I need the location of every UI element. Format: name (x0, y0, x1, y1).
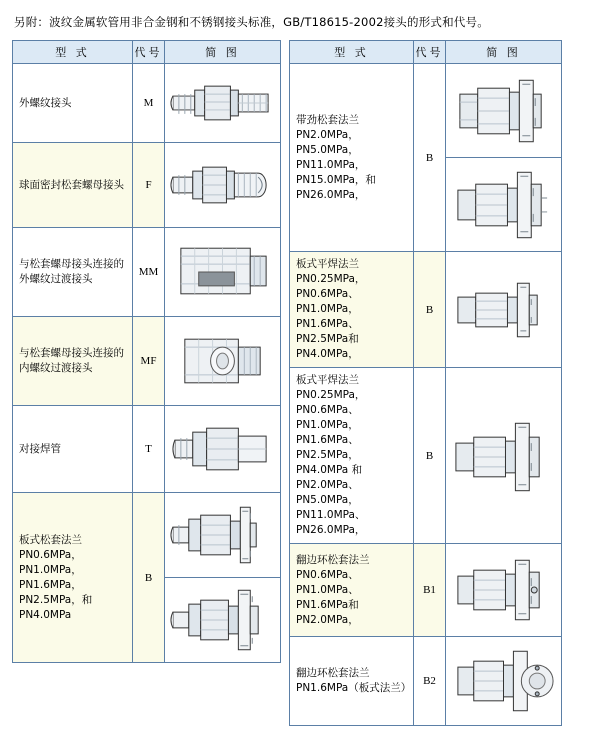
row-figure-cell (165, 228, 281, 317)
row-figure-cell (446, 158, 562, 252)
row-type-cell (13, 228, 133, 317)
left-spec-table (12, 40, 281, 663)
page-title: 另附：波纹金属软管用非合金钢和不锈钢接头标准，GB/T18615-2002接头的形式和代号。 (14, 15, 489, 29)
butt-weld-pipe-diagram (165, 406, 280, 492)
row-type-label: 翻边环松套法兰 PN1.6MPa（板式法兰） (296, 667, 412, 694)
row-type-cell (13, 493, 133, 663)
row-code-cell: B1 (414, 544, 446, 637)
ribbed-loose-flange-diagram-2 (446, 158, 561, 251)
plate-flat-welding-flange-diagram (446, 271, 561, 349)
internal-thread-transition-fitting-diagram (165, 317, 280, 405)
row-figure-cell (165, 317, 281, 406)
row-type-label: 球面密封松套螺母接头 (13, 173, 132, 198)
row-figure-cell (446, 544, 562, 637)
row-type-cell (13, 64, 133, 143)
column-header-type: 型 式 (13, 41, 133, 64)
row-figure-cell (165, 493, 281, 578)
row-type-label: 与松套螺母接头连接的内螺纹过渡接头 (13, 341, 132, 381)
row-type-label: 板式松套法兰 PN0.6MPa，PN1.0MPa，PN1.6MPa，PN2.5MPa，和PN4.0MPa (13, 528, 132, 628)
row-type-label: 带劲松套法兰 PN2.0MPa，PN5.0MPa，PN11.0MPa，PN15.0MPa，和PN26.0MPa， (296, 113, 376, 201)
row-type-cell (290, 252, 414, 368)
row-type-label: 板式平焊法兰 PN0.25MPa，PN0.6MPa、PN1.0MPa，PN1.6MPa、PN2.5MPa和PN4.0MPa， (290, 252, 413, 367)
spherical-seal-union-nut-fitting-diagram (165, 143, 280, 227)
row-figure-cell (446, 64, 562, 158)
external-thread-transition-fitting-diagram (165, 228, 280, 316)
table-row (13, 317, 281, 406)
table-row (290, 252, 562, 368)
row-code-cell: M (133, 64, 165, 143)
row-type-cell (13, 143, 133, 228)
column-header-code: 代号 (414, 41, 446, 64)
row-type-cell (13, 317, 133, 406)
column-header-figure: 简 图 (165, 41, 281, 64)
plate-loose-flange-diagram-2 (165, 578, 280, 662)
column-header-code: 代号 (133, 41, 165, 64)
table-row (290, 64, 562, 158)
table-header-row (13, 41, 281, 64)
table-header-row (290, 41, 562, 64)
row-type-cell (290, 544, 414, 637)
table-row (290, 368, 562, 544)
table-row (13, 228, 281, 317)
table-row (290, 637, 562, 726)
tables-container (12, 40, 588, 726)
column-header-figure: 简 图 (446, 41, 562, 64)
row-type-label: 对接焊管 (19, 442, 61, 455)
male-thread-fitting-diagram (165, 64, 280, 142)
table-row (13, 406, 281, 493)
table-row (13, 493, 281, 578)
row-figure-cell (165, 578, 281, 663)
row-code-cell: B (414, 252, 446, 368)
row-type-label: 翻边环松套法兰 PN0.6MPa、PN1.0MPa、PN1.6MPa和PN2.0MPa， (290, 548, 413, 633)
row-type-label: 与松套螺母接头连接的外螺纹过渡接头 (19, 258, 124, 285)
right-spec-table (289, 40, 562, 726)
row-figure-cell (446, 637, 562, 726)
row-code-cell: B2 (414, 637, 446, 726)
row-figure-cell (165, 143, 281, 228)
row-type-label: 外螺纹接头 (19, 96, 72, 109)
row-code-cell: F (133, 143, 165, 228)
row-type-cell (13, 406, 133, 493)
row-code-cell: MF (133, 317, 165, 406)
row-figure-cell (165, 64, 281, 143)
table-row (13, 64, 281, 143)
row-figure-cell (446, 252, 562, 368)
row-type-cell (290, 368, 414, 544)
plate-loose-flange-diagram (165, 493, 280, 577)
row-figure-cell (165, 406, 281, 493)
row-code-cell: B (133, 493, 165, 663)
row-type-cell (290, 64, 414, 252)
ribbed-loose-flange-diagram (446, 64, 561, 157)
column-header-type: 型 式 (290, 41, 414, 64)
lapped-ring-loose-flange-plate-diagram (446, 637, 561, 725)
row-figure-cell (446, 368, 562, 544)
plate-flat-welding-flange-diagram-2 (446, 401, 561, 511)
table-row (290, 544, 562, 637)
row-type-cell (290, 637, 414, 726)
row-code-cell: B (414, 64, 446, 252)
row-code-cell: B (414, 368, 446, 544)
row-code-cell: MM (133, 228, 165, 317)
lapped-ring-loose-flange-diagram (446, 544, 561, 636)
row-type-label: 板式平焊法兰 PN0.25MPa，PN0.6MPa、PN1.0MPa，PN1.6MPa、PN2.5MPa，PN4.0MPa 和PN2.0MPa、PN5.0MPa，PN11.0MPa、PN26.0MPa， (296, 374, 366, 536)
row-code-cell: T (133, 406, 165, 493)
table-row (13, 143, 281, 228)
